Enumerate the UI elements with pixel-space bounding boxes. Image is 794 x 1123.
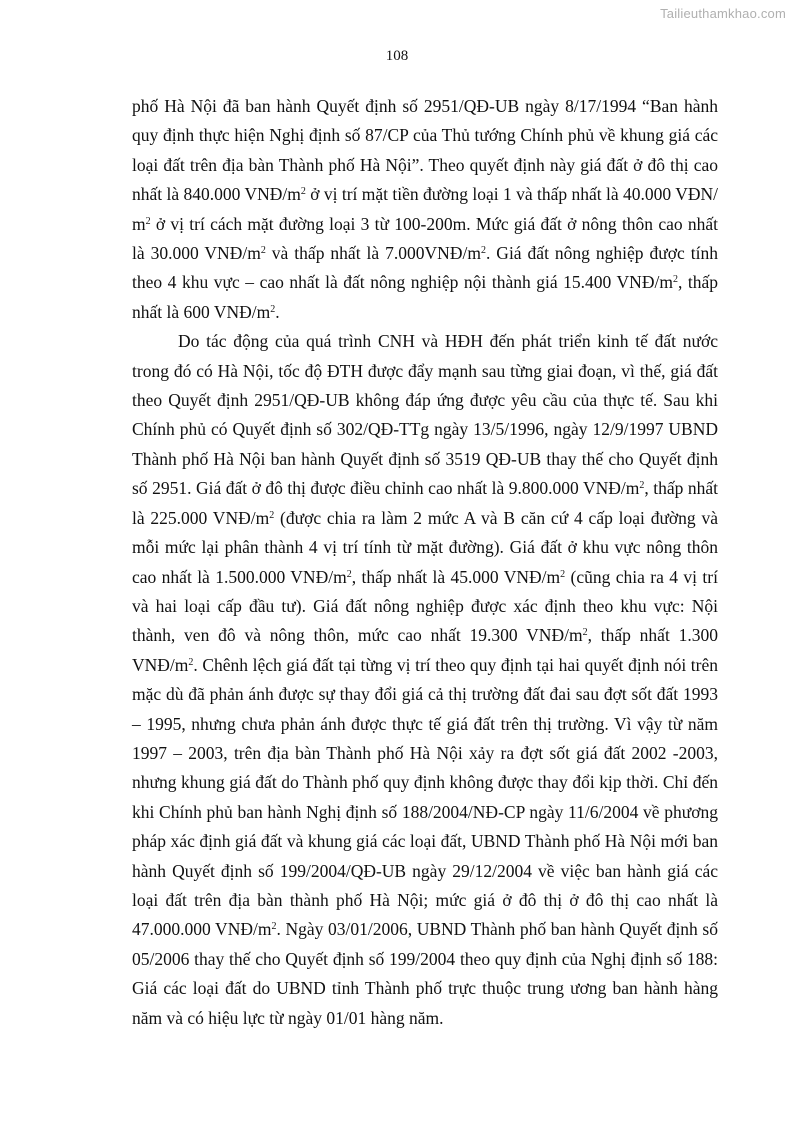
superscript: 2 bbox=[271, 921, 277, 933]
superscript: 2 bbox=[582, 627, 588, 639]
text-run: ở vị trí mặt tiền đường loại 1 và thấp nhất là 40.000 VĐN/ m bbox=[132, 184, 718, 234]
watermark: Tailieuthamkhao.com bbox=[660, 6, 786, 21]
text-run: . Chênh lệch giá đất tại từng vị trí theo quy định tại hai quyết định nói trên mặc dù đã phản ánh được sự thay đổi giá cả thị trường đất đai sau đợt sốt đất 1993 – 1995, nhưng chưa phản ánh được thực tế giá đất trên thị trường. Vì vậy từ năm 1997 – 2003, trên địa bàn Thành phố Hà Nội xảy ra đợt sốt giá đất 2002 -2003, nhưng khung giá đất do Thành phố quy định không được thay đổi kịp thời. Chỉ đến khi Chính phủ ban hành Nghị định số 188/2004/NĐ-CP ngày 11/6/2004 về phương pháp xác định giá đất và khung giá các loại đất, UBND Thành phố Hà Nội mới ban hành Quyết định số 199/2004/QĐ-UB ngày 29/12/2004 về việc ban hành giá các loại đất trên địa bàn thành phố Hà Nội; mức giá ở đô thị ở đô thị cao nhất là 47.000.000 VNĐ/m bbox=[132, 654, 718, 940]
text-run: ở vị trí cách mặt đường loại 3 từ 100-200m. Mức giá đất ở nông thôn cao nhất là 30.000 VNĐ/m bbox=[132, 213, 718, 264]
superscript: 2 bbox=[188, 656, 194, 668]
text-run: và thấp nhất là 7.000VNĐ/m bbox=[265, 243, 481, 264]
superscript: 2 bbox=[346, 568, 352, 580]
paragraph bbox=[132, 327, 718, 1033]
text-run: . Ngày 03/01/2006, UBND Thành phố ban hành Quyết định số 05/2006 thay thế cho Quyết định số 199/2004 theo quy định của Nghị định số 188: Giá các loại đất do UBND tỉnh Thành phố trực thuộc trung ương ban hành hàng năm và có hiệu lực từ ngày 01/01 hàng năm. bbox=[132, 919, 718, 1028]
body-text bbox=[132, 92, 718, 1033]
superscript: 2 bbox=[145, 215, 151, 227]
text-run: (được chia ra làm 2 mức A và B căn cứ 4 cấp loại đường và mỗi mức lại phân thành 4 vị trí tính từ mặt đường). Giá đất ở khu vực nông thôn cao nhất là 1.500.000 VNĐ/m bbox=[132, 507, 719, 587]
page-number: 108 bbox=[385, 48, 409, 64]
text-run: (cũng chia ra 4 vị trí và hai loại cấp đầu tư). Giá đất nông nghiệp được xác định theo khu vực: Nội thành, ven đô và nông thôn, mức cao nhất 19.300 VNĐ/m bbox=[132, 566, 718, 646]
superscript: 2 bbox=[269, 509, 275, 521]
superscript: 2 bbox=[672, 274, 678, 286]
text-run: . Giá đất nông nghiệp được tính theo 4 khu vực – cao nhất là đất nông nghiệp nội thành giá 15.400 VNĐ/m bbox=[132, 243, 719, 293]
superscript: 2 bbox=[270, 303, 276, 315]
superscript: 2 bbox=[260, 245, 266, 257]
text-run: phố Hà Nội đã ban hành Quyết định số 2951/QĐ-UB ngày 8/17/1994 “Ban hành quy định thực hiện Nghị định số 87/CP của Thủ tướng Chính phủ về khung giá các loại đất trên địa bàn Thành phố Hà Nội”. Theo quyết định này giá đất ở đô thị cao nhất là 840.000 VNĐ/m bbox=[132, 96, 718, 205]
superscript: 2 bbox=[560, 568, 566, 580]
superscript: 2 bbox=[480, 245, 486, 257]
superscript: 2 bbox=[300, 186, 306, 198]
text-run: , thấp nhất 1.300 VNĐ/m bbox=[132, 625, 718, 675]
text-run: . bbox=[275, 301, 280, 322]
text-run: , thấp nhất là 600 VNĐ/m bbox=[132, 272, 718, 322]
superscript: 2 bbox=[639, 480, 645, 492]
text-run: , thấp nhất là 45.000 VNĐ/m bbox=[351, 566, 561, 587]
text-run: Do tác động của quá trình CNH và HĐH đến phát triển kinh tế đất nước trong đó có Hà Nội, tốc độ ĐTH được đẩy mạnh sau từng giai đoạn, vì thế, giá đất theo Quyết định 2951/QĐ-UB không đáp ứng được yêu cầu của thực tế. Sau khi Chính phủ có Quyết định số 302/QĐ-TTg ngày 13/5/1996, ngày 12/9/1997 UBND Thành phố Hà Nội ban hành Quyết định số 3519 QĐ-UB thay thế cho Quyết định số 2951. Giá đất ở đô thị được điều chỉnh cao nhất là 9.800.000 VNĐ/m bbox=[132, 331, 718, 499]
paragraph bbox=[132, 92, 718, 327]
text-run: , thấp nhất là 225.000 VNĐ/m bbox=[132, 478, 718, 528]
